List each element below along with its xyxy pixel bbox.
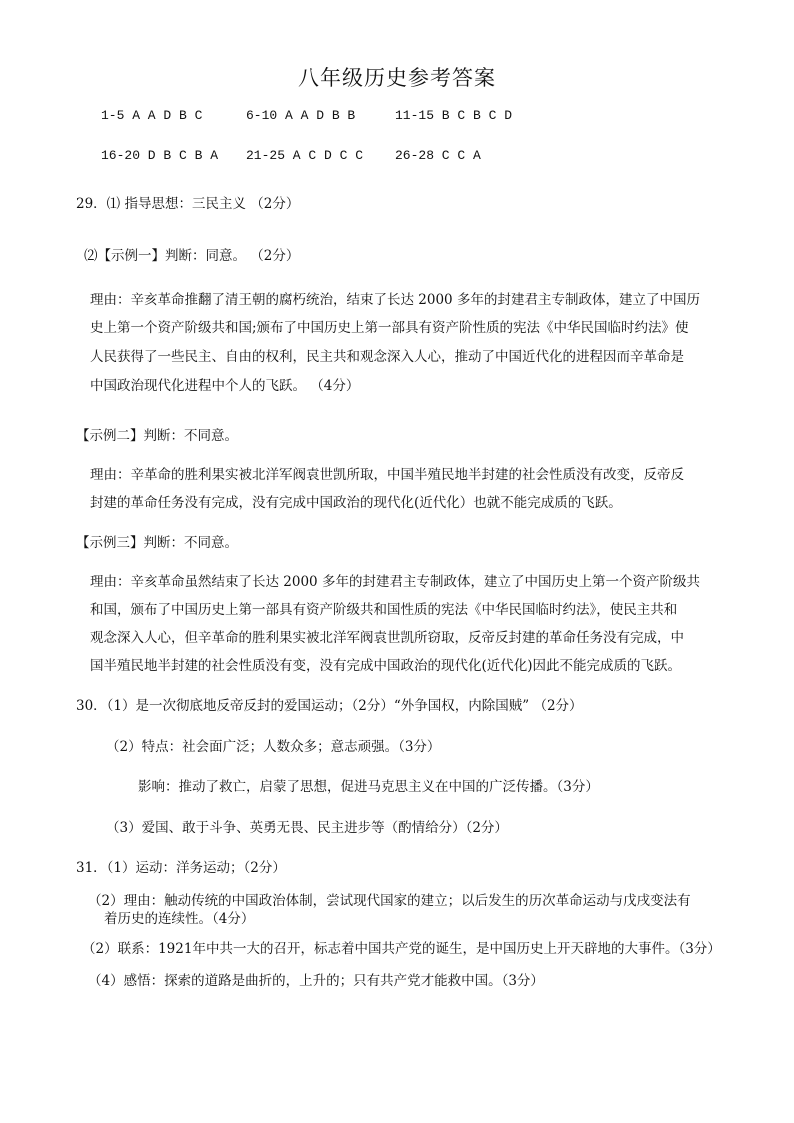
q31-part4-insight: （4）感悟：探索的道路是曲折的，上升的；只有共产党才能救中国。（3分） — [88, 973, 544, 989]
choice-answer-16-20: 16-20 D B C B A — [101, 148, 219, 163]
q29-example2-reason-line1: 理由：辛革命的胜利果实被北洋军阀袁世凯所取，中国半殖民地半封建的社会性质没有改变，反帝反 — [90, 467, 684, 483]
q29-example1-reason-line1: 理由：辛亥革命推翻了清王朝的腐朽统治，结束了长达 2000 多年的封建君主专制政体，建立了中国历 — [90, 292, 700, 308]
q29-example3-judgment: 【示例三】判断：不同意。 — [76, 535, 238, 551]
q29-example3-reason-line3: 观念深入人心，但辛革命的胜利果实被北洋军阀袁世凯所窃取，反帝反封建的革命任务没有完成，中 — [90, 630, 684, 646]
q29-part1: 29．⑴ 指导思想：三民主义 （2分） — [76, 196, 300, 212]
q29-example1-reason-line3: 人民获得了一些民主、自由的权利，民主共和观念深入人心，推动了中国近代化的进程因而辛革命是 — [90, 349, 684, 365]
q30-part3: （3）爱国、敢于斗争、英勇无畏、民主进步等（酌情给分）（2分） — [106, 820, 508, 836]
choice-answer-11-15: 11-15 B C B C D — [395, 108, 513, 123]
q31-part2-reason-line1: （2）理由：触动传统的中国政治体制，尝试现代国家的建立；以后发生的历次革命运动与戊戌变法有 — [88, 893, 691, 909]
choice-answer-6-10: 6-10 A A D B B — [246, 108, 356, 123]
q30-part2-features: （2）特点：社会面广泛；人数众多；意志顽强。（3分） — [106, 739, 441, 755]
q29-example1-reason-line4: 中国政治现代化进程中个人的飞跃。 （4分） — [90, 378, 360, 394]
q30-part1: 30．（1）是一次彻底地反帝反封的爱国运动；（2分）“外争国权，内除国贼” （2分） — [76, 698, 583, 714]
q31-part2-reason-line2: 着历史的连续性。（4分） — [104, 911, 255, 927]
q29-example3-reason-line4: 国半殖民地半封建的社会性质没有变，没有完成中国政治的现代化(近代化)因此不能完成质的飞跃。 — [90, 658, 682, 674]
choice-answer-1-5: 1-5 A A D B C — [101, 108, 203, 123]
q29-example3-reason-line1: 理由：辛亥革命虽然结束了长达 2000 多年的封建君主专制政体，建立了中国历史上第一个资产阶级共 — [90, 574, 700, 590]
q29-example3-reason-line2: 和国，颁布了中国历史上第一部具有资产阶级共和国性质的宪法《中华民国临时约法》，使民主共和 — [90, 602, 678, 618]
page-title: 八年级历史参考答案 — [298, 66, 496, 90]
choice-answer-26-28: 26-28 C C A — [395, 148, 481, 163]
choice-answer-21-25: 21-25 A C D C C — [246, 148, 364, 163]
q31-part1: 31．（1）运动：洋务运动；（2分） — [76, 860, 286, 876]
q29-example2-judgment: 【示例二】判断：不同意。 — [76, 428, 238, 444]
q29-example1-reason-line2: 史上第一个资产阶级共和国;颁布了中国历史上第一部具有资产阶性质的宪法《中华民国临时约法》使 — [90, 320, 689, 336]
q30-part2-influence: 影响：推动了救亡，启蒙了思想，促进马克思主义在中国的广泛传播。（3分） — [138, 779, 599, 795]
q29-example1-judgment: ⑵【示例一】判断：同意。 （2分） — [84, 248, 300, 264]
q29-example2-reason-line2: 封建的革命任务没有完成，没有完成中国政治的现代化(近代化）也就不能完成质的飞跃。 — [90, 495, 622, 511]
q31-part3-connection: （2）联系：1921年中共一大的召开，标志着中国共产党的诞生，是中国历史上开天辟地的大事件。（3分） — [82, 941, 721, 957]
